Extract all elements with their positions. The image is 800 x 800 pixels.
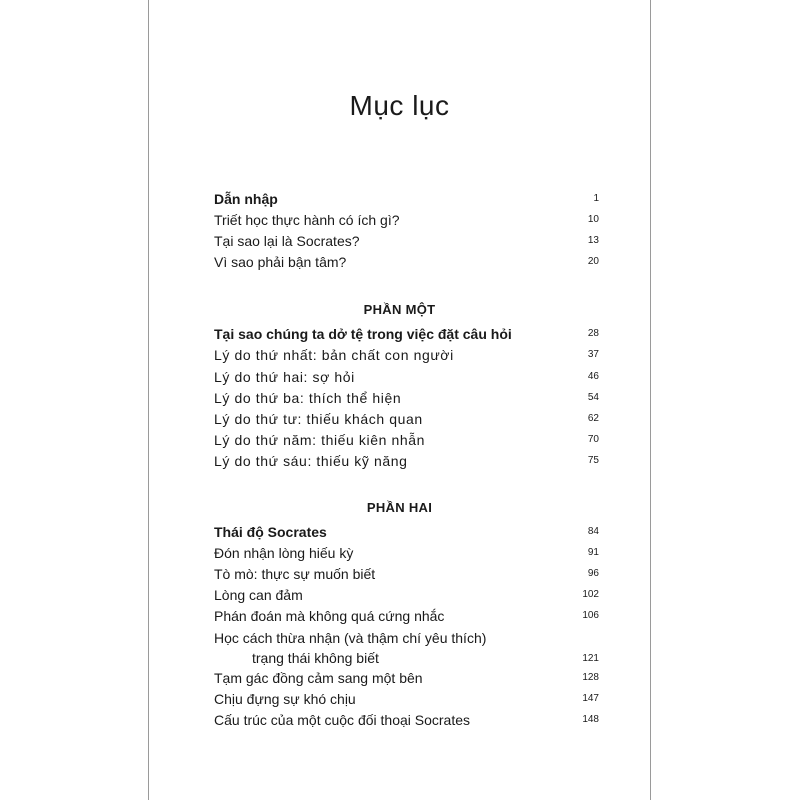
page-title: Mục lục bbox=[349, 90, 450, 121]
toc-entry bbox=[214, 606, 599, 626]
toc-entry-page: 70 bbox=[587, 434, 599, 445]
toc-entry bbox=[214, 668, 599, 688]
toc-entry bbox=[214, 564, 599, 584]
toc-entry-page: 1 bbox=[593, 193, 599, 204]
toc-entry-page: 147 bbox=[582, 693, 599, 704]
toc-entry-page: 54 bbox=[587, 392, 599, 403]
toc-entry-label: Lý do thứ năm: thiếu kiên nhẫn bbox=[214, 432, 426, 448]
toc-entry bbox=[214, 210, 599, 230]
toc-entry bbox=[214, 522, 599, 542]
toc-entry-label: Lý do thứ ba: thích thể hiện bbox=[214, 390, 402, 406]
toc-entry-label: Học cách thừa nhận (và thậm chí yêu thích) bbox=[214, 630, 487, 646]
toc-entry-page: 75 bbox=[587, 455, 599, 466]
toc-entry-label: Tại sao lại là Socrates? bbox=[214, 233, 360, 249]
toc-entry-label: Tò mò: thực sự muốn biết bbox=[214, 566, 376, 582]
toc-entry bbox=[214, 324, 599, 344]
toc-entry bbox=[214, 543, 599, 563]
toc-entry-label: Lòng can đảm bbox=[214, 587, 303, 603]
toc-entry bbox=[214, 689, 599, 709]
toc-entry-label: Lý do thứ tư: thiếu khách quan bbox=[214, 411, 423, 427]
toc-entry bbox=[214, 451, 599, 471]
toc-entry-label: Đón nhận lòng hiếu kỳ bbox=[214, 545, 354, 561]
toc-entry-label: Tạm gác đồng cảm sang một bên bbox=[214, 670, 423, 686]
toc-entry-page: 91 bbox=[587, 547, 599, 558]
toc-entry-page: 37 bbox=[587, 349, 599, 360]
toc-entry-label: Chịu đựng sự khó chịu bbox=[214, 691, 356, 707]
toc-entry-page: 84 bbox=[587, 526, 599, 537]
toc-entry-page: 128 bbox=[582, 672, 599, 683]
toc-entry-label: Thái độ Socrates bbox=[214, 524, 327, 540]
toc-entry-label: Phán đoán mà không quá cứng nhắc bbox=[214, 608, 445, 624]
toc-entry-page: 28 bbox=[587, 328, 599, 339]
book-page bbox=[148, 0, 651, 800]
toc-entry bbox=[214, 231, 599, 251]
toc-entry-label: Lý do thứ sáu: thiếu kỹ năng bbox=[214, 453, 408, 469]
toc-entry-label: Lý do thứ hai: sợ hỏi bbox=[214, 369, 355, 385]
toc-entry bbox=[214, 409, 599, 429]
toc-entry-page: 13 bbox=[587, 235, 599, 246]
toc-entry-page: 62 bbox=[587, 413, 599, 424]
toc-entry-page: 10 bbox=[587, 214, 599, 225]
toc-entry-label-continuation: trạng thái không biết bbox=[252, 650, 379, 666]
toc-entry bbox=[214, 388, 599, 408]
toc-entry-label: Tại sao chúng ta dở tệ trong việc đặt câu hỏi bbox=[214, 326, 512, 342]
toc-entry-page: 148 bbox=[582, 714, 599, 725]
toc-entry bbox=[214, 430, 599, 450]
toc-entry-label: Vì sao phải bận tâm? bbox=[214, 254, 347, 270]
section-heading-part-one: PHẦN MỘT bbox=[363, 302, 436, 317]
toc-entry bbox=[214, 252, 599, 272]
toc-entry-label: Dẫn nhập bbox=[214, 191, 278, 207]
toc-entry bbox=[214, 189, 599, 209]
toc-entry-page: 106 bbox=[582, 610, 599, 621]
toc-entry-label: Cấu trúc của một cuộc đối thoại Socrates bbox=[214, 712, 471, 728]
toc-entry-label: Triết học thực hành có ích gì? bbox=[214, 212, 400, 228]
toc-entry bbox=[214, 345, 599, 365]
toc-entry-page: 96 bbox=[587, 568, 599, 579]
toc-entry bbox=[214, 367, 599, 387]
toc-entry bbox=[214, 585, 599, 605]
toc-entry-page: 102 bbox=[582, 589, 599, 600]
toc-entry-label: Lý do thứ nhất: bản chất con người bbox=[214, 347, 454, 363]
toc-entry-page: 121 bbox=[582, 653, 599, 664]
section-heading-part-two: PHẦN HAI bbox=[366, 500, 433, 515]
toc-entry bbox=[214, 628, 599, 670]
toc-entry-page: 46 bbox=[587, 371, 599, 382]
toc-entry-page: 20 bbox=[587, 256, 599, 267]
toc-entry bbox=[214, 710, 599, 730]
